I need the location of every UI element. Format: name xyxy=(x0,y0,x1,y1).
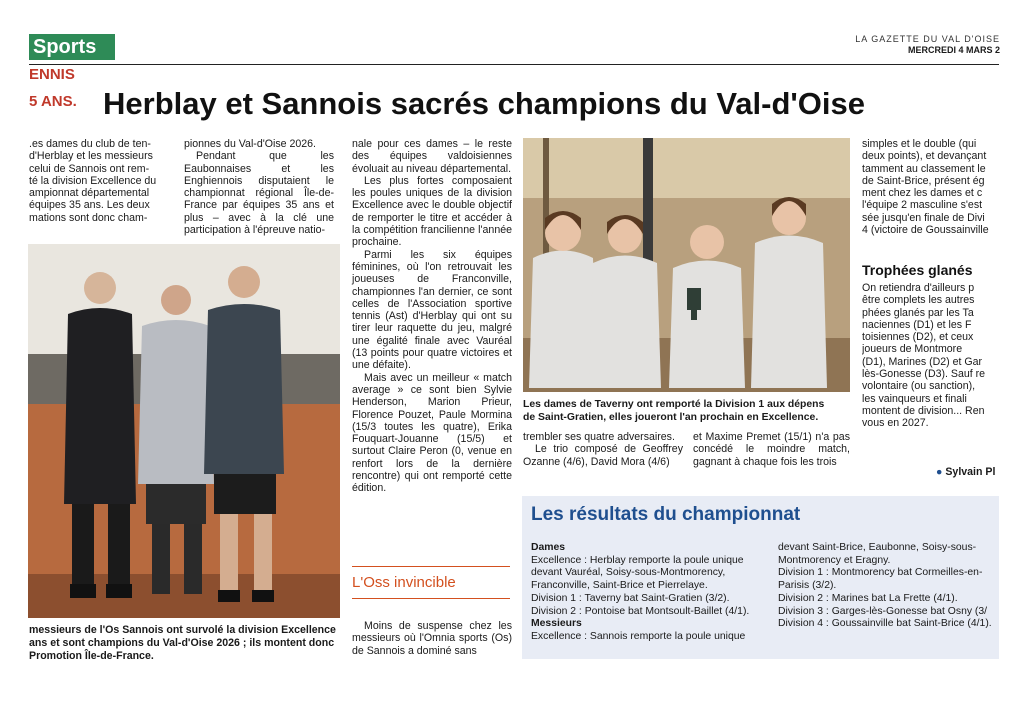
byline-bullet-icon: ● xyxy=(936,466,943,478)
col6-line: être complets les autres xyxy=(862,294,975,307)
col3-paragraph: Mais avec un meilleur « match average » ce sont bien Sylvie Henderson, Marion Prieur, Florence Pouzet, Paule Mormina (15/3 toutes les quatre), Erika Fouquart-Jouanne (15/5) et surtout Claire Peron (0, venue en renfort lors de la dernière rencontre) qui ont remporté cette édition. xyxy=(352,371,512,495)
col2-paragraph: Pendant que les Eaubonnaises et les Enghiennois disputaient le championnat régional Île-de-France par équipes 35 ans et plus – avec à la clé une participation à l'épreuve natio- xyxy=(184,150,334,237)
results-line: Division 2 : Pontoise bat Montsoult-Baillet (4/1). xyxy=(531,605,750,617)
col6-line: 4 (victoire de Goussainville xyxy=(862,224,989,237)
results-line: Dames xyxy=(531,542,566,553)
kicker-line-1: ENNIS xyxy=(29,66,75,83)
col3-paragraph: Moins de suspense chez les messieurs où l'Omnia sports (Os) de Sannois a dominé sans xyxy=(352,620,512,657)
results-line: devant Saint-Brice, Eaubonne, Soisy-sous-Montmorency et Eragny. xyxy=(778,542,977,566)
photo-men-caption xyxy=(29,624,349,663)
article-column-1 xyxy=(29,138,179,224)
article-column-3-bottom xyxy=(352,620,512,657)
results-title: Les résultats du championnat xyxy=(531,504,801,525)
section-tag: Sports xyxy=(29,34,115,60)
col6-line: simples et le double (qui xyxy=(862,138,977,150)
results-left-column xyxy=(531,542,773,644)
men-team-illustration xyxy=(28,244,340,618)
col1-line: .es dames du club de ten- xyxy=(29,138,151,150)
photo-women-caption xyxy=(523,398,853,424)
caption-line: ans et sont champions du Val-d'Oise 2026 ; ils montent donc xyxy=(29,637,335,649)
col6-line: deux points), et devançant xyxy=(862,150,987,163)
results-line: Excellence : Herblay remporte la poule unique devant Vauréal, Soisy-sous-Montmorency, Franconville, Saint-Brice et Pierrelaye. xyxy=(531,554,744,592)
top-rule xyxy=(29,64,999,65)
results-line: Division 2 : Marines bat La Frette (4/1). xyxy=(778,592,958,604)
results-line: Division 3 : Garges-lès-Gonesse bat Osny (3/ xyxy=(778,605,988,617)
results-line: Division 4 : Goussainville bat Saint-Brice (4/1). xyxy=(778,618,992,630)
col6-line: volontaire (ou sanction), xyxy=(862,380,976,393)
oss-rule-bottom xyxy=(352,598,510,599)
col2-paragraph: pionnes du Val-d'Oise 2026. xyxy=(184,138,316,150)
col1-line: d'Herblay et les messieurs xyxy=(29,150,153,163)
results-line: Division 1 : Taverny bat Saint-Gratien (3/2). xyxy=(531,592,730,604)
col1-line: mations sont donc cham- xyxy=(29,211,148,224)
col6-line: tamment au classement le xyxy=(862,162,986,175)
results-right-column xyxy=(778,542,998,631)
author-byline xyxy=(936,466,995,478)
col6-line: On retiendra d'ailleurs p xyxy=(862,282,975,294)
mid-paragraph: et Maxime Premet (15/1) n'a pas concédé le moindre match, gagnant à chaque fois les trois xyxy=(693,431,850,468)
page-headline: Herblay et Sannois sacrés champions du Val-d'Oise xyxy=(103,86,865,121)
article-column-6 xyxy=(862,138,1000,236)
mid-paragraph: trembler ses quatre adversaires. xyxy=(523,431,675,443)
col6-line: joueurs de Montmore xyxy=(862,343,963,356)
col6-line: de Saint-Brice, présent ég xyxy=(862,174,985,187)
author-name: Sylvain Pl xyxy=(945,466,996,478)
photo-men-team xyxy=(28,244,340,618)
caption-line: de Saint-Gratien, elles joueront l'an prochain en Excellence. xyxy=(523,412,819,423)
col6-line: naciennes (D1) et les F xyxy=(862,318,972,331)
results-line: Excellence : Sannois remporte la poule unique xyxy=(531,630,746,642)
col6-line: sée jusqu'en finale de Divi xyxy=(862,211,985,224)
trophees-heading: Trophées glanés xyxy=(862,262,973,278)
col6-line: montent de division... Ren xyxy=(862,404,985,417)
oss-heading: L'Oss invincible xyxy=(352,574,456,591)
issue-date: MERCREDI 4 MARS 2 xyxy=(907,45,1000,55)
col6-line: vous en 2027. xyxy=(862,417,929,430)
caption-line: Promotion Île-de-France. xyxy=(29,650,154,662)
col3-paragraph: Les plus fortes composaient les poules uniques de la division Excellence avec le double objectif de remporter le titre et accéder à la compétition francilienne l'année prochaine. xyxy=(352,174,512,249)
article-column-4 xyxy=(523,431,683,468)
results-line: Division 1 : Montmorency bat Cormeilles-en-Parisis (3/2). xyxy=(778,567,983,592)
col6-line: phées glanés par les Ta xyxy=(862,306,974,319)
col6-line: ment chez les dames et c xyxy=(862,187,983,200)
mid-paragraph: Le trio composé de Geoffrey Ozanne (4/6), David Mora (4/6) xyxy=(523,443,683,468)
col1-line: ampionnat départemental xyxy=(29,187,150,200)
caption-line: Les dames de Taverny ont remporté la Division 1 aux dépens xyxy=(523,399,825,410)
col1-line: équipes 35 ans. Les deux xyxy=(29,199,150,212)
col6-line: les vainqueurs et finali xyxy=(862,392,967,405)
results-line: Messieurs xyxy=(531,618,582,630)
col3-paragraph: nale pour ces dames – le reste des équipes valdoisiennes évoluait au niveau départemental. xyxy=(352,138,512,175)
photo-women-team xyxy=(523,138,850,392)
masthead xyxy=(855,34,1000,56)
col6-line: (D1), Marines (D2) et Gar xyxy=(862,355,983,368)
women-team-illustration xyxy=(523,138,850,392)
col1-line: celui de Sannois ont rem- xyxy=(29,162,150,175)
col6-line: l'équipe 2 masculine s'est xyxy=(862,199,983,212)
col6-line: lès-Gonesse (D3). Sauf re xyxy=(862,368,986,381)
kicker-line-2: 5 ANS. xyxy=(29,93,77,110)
article-column-2 xyxy=(184,138,334,236)
article-column-3 xyxy=(352,138,512,495)
col1-line: té la division Excellence du xyxy=(29,174,157,187)
oss-rule-top xyxy=(352,566,510,567)
col6-line: toisiennes (D2), et ceux xyxy=(862,331,974,344)
article-column-5 xyxy=(693,431,850,468)
masthead-title: LA GAZETTE DU VAL D'OISE xyxy=(855,34,1000,44)
col3-paragraph: Parmi les six équipes féminines, où l'on retrouvait les joueuses de Franconville, championnes l'an dernier, ce sont celles de l'Association sportive tennis (Ast) d'Herblay qui ont su tirer leur raquette du jeu, malgré une égalité finale avec Vauréal (13 points pour quatre victoires et une défaite). xyxy=(352,248,512,372)
article-column-6-bottom xyxy=(862,282,1000,430)
caption-line: messieurs de l'Os Sannois ont survolé la division Excellence xyxy=(29,624,336,636)
